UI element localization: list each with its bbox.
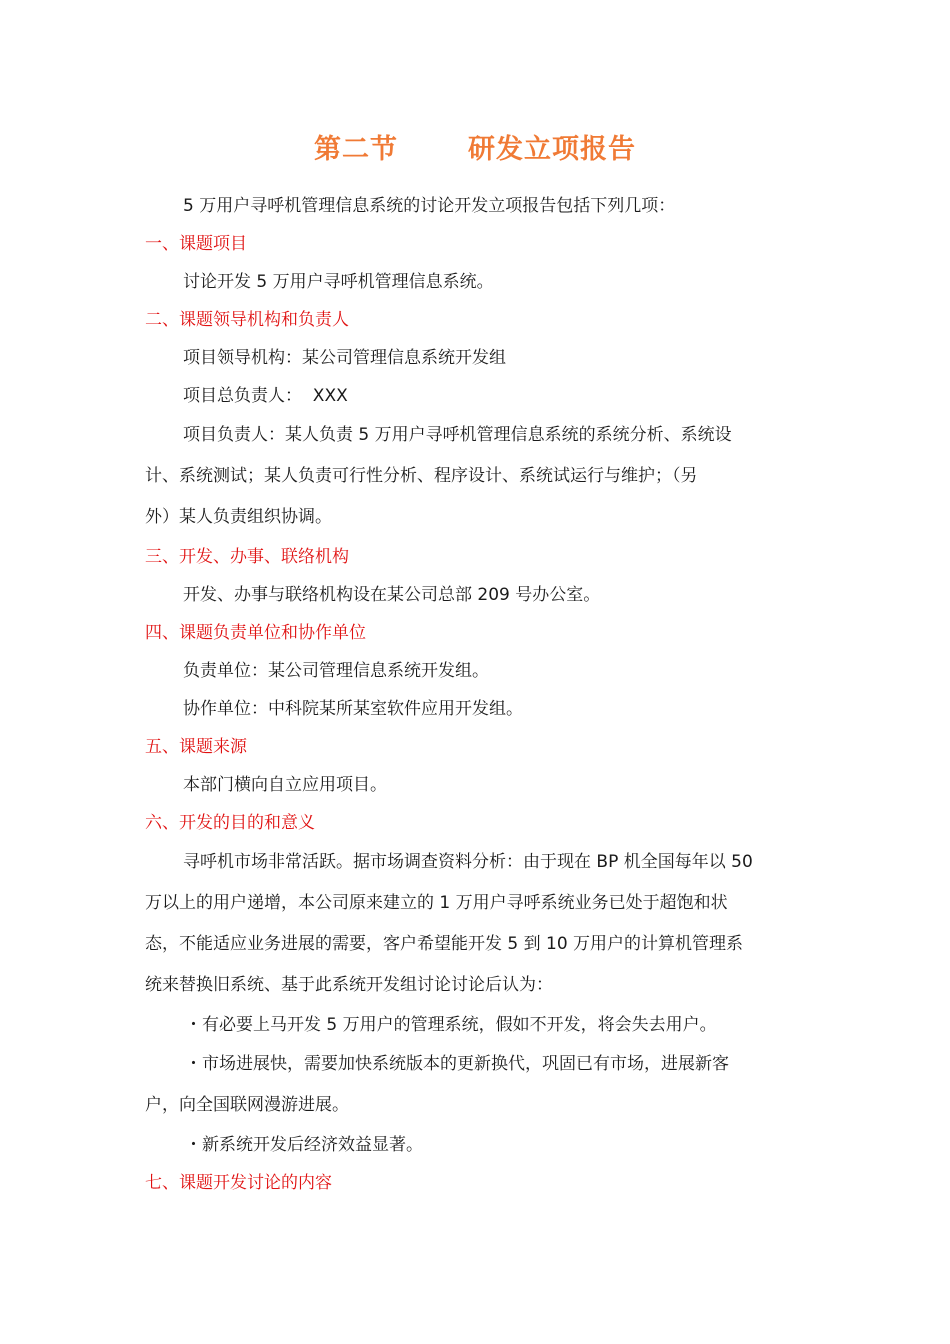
section-heading-4: 四、课题负责单位和协作单位 (145, 623, 366, 643)
section-1-body: 讨论开发 5 万用户寻呼机管理信息系统。 (183, 272, 494, 292)
section-6-paragraph (145, 842, 810, 1006)
section-6-bullet-2-line-2: 户，向全国联网漫游进展。 (145, 1095, 349, 1115)
document-body (145, 187, 810, 1202)
section-2-leaders-line-3: 外）某人负责组织协调。 (145, 507, 332, 527)
section-6-line-3: 态，不能适应业务进展的需要，客户希望能开发 5 到 10 万用户的计算机管理系 (145, 934, 744, 954)
section-6-bullet-2-line-1: ・市场进展快，需要加快系统版本的更新换代，巩固已有市场，进展新客 (185, 1054, 729, 1074)
section-heading-7: 七、课题开发讨论的内容 (145, 1173, 332, 1193)
section-6-line-4: 统来替换旧系统、基于此系统开发组讨论讨论后认为： (145, 975, 553, 995)
section-heading-2: 二、课题领导机构和负责人 (145, 310, 349, 330)
section-heading-1: 一、课题项目 (145, 234, 247, 254)
section-4-responsible: 负责单位：某公司管理信息系统开发组。 (183, 661, 489, 681)
section-6-bullet-2 (145, 1044, 810, 1126)
section-2-chief: 项目总负责人： XXX (183, 386, 348, 406)
section-2-leaders-line-1: 项目负责人：某人负责 5 万用户寻呼机管理信息系统的系统分析、系统设 (183, 425, 732, 445)
section-heading-3: 三、开发、办事、联络机构 (145, 547, 349, 567)
title-section-number: 第二节 (314, 134, 398, 165)
section-heading-6: 六、开发的目的和意义 (145, 813, 315, 833)
section-2-org: 项目领导机构：某公司管理信息系统开发组 (183, 348, 506, 368)
section-2-leaders (145, 415, 810, 538)
page-title (0, 128, 950, 172)
title-text: 研发立项报告 (468, 134, 636, 165)
section-5-body: 本部门横向自立应用项目。 (183, 775, 387, 795)
intro-text: 5 万用户寻呼机管理信息系统的讨论开发立项报告包括下列几项： (183, 196, 676, 216)
section-3-body: 开发、办事与联络机构设在某公司总部 209 号办公室。 (183, 585, 601, 605)
section-heading-5: 五、课题来源 (145, 737, 247, 757)
section-6-line-1: 寻呼机市场非常活跃。据市场调查资料分析：由于现在 BP 机全国每年以 50 (183, 852, 753, 872)
section-6-line-2: 万以上的用户递增，本公司原来建立的 1 万用户寻呼系统业务已处于超饱和状 (145, 893, 728, 913)
section-4-cooperating: 协作单位：中科院某所某室软件应用开发组。 (183, 699, 523, 719)
section-6-bullet-1: ・有必要上马开发 5 万用户的管理系统，假如不开发，将会失去用户。 (185, 1015, 717, 1035)
section-2-leaders-line-2: 计、系统测试；某人负责可行性分析、程序设计、系统试运行与维护；（另 (145, 466, 698, 486)
section-6-bullet-3: ・新系统开发后经济效益显著。 (185, 1135, 423, 1155)
